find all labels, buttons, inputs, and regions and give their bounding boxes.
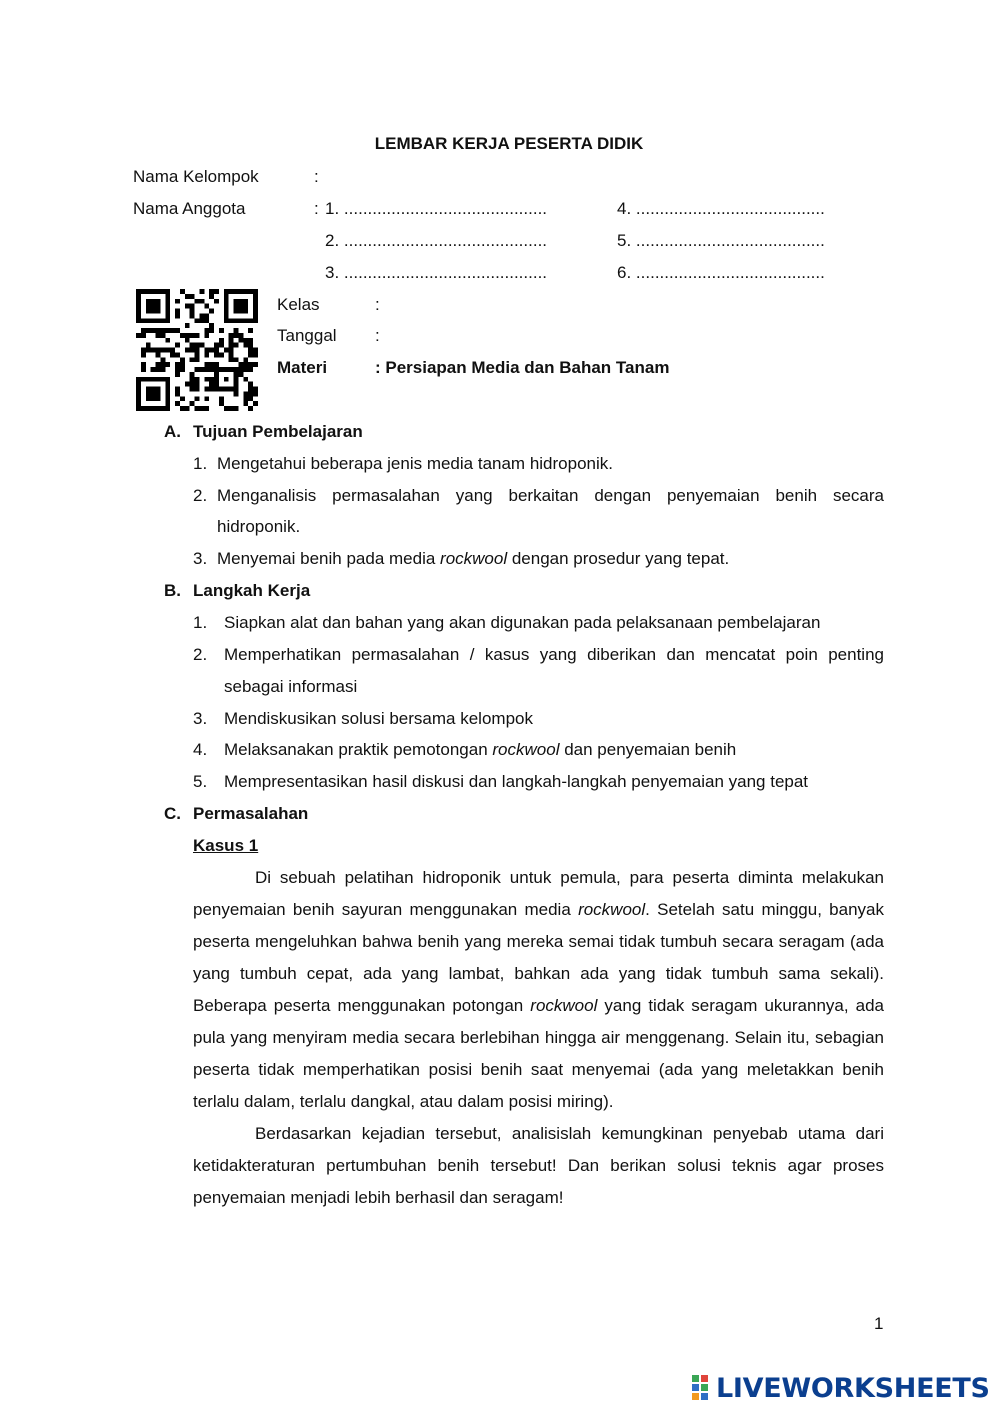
step-2-line1: Memperhatikan permasalahan / kasus yang diberikan dan mencatat poin penting (224, 645, 884, 664)
liveworksheets-brand-text: LIVEWORKSHEETS (716, 1372, 990, 1404)
page-title: LEMBAR KERJA PESERTA DIDIK (374, 134, 644, 153)
case-paragraph-2: Berdasarkan kejadian tersebut, analisislah kemungkinan penyebab utama dari ketidakteraturan pertumbuhan benih tersebut! Dan berikan solusi teknis agar proses penyemaian menjadi lebih berhasil dan seragam! (193, 1124, 884, 1207)
section-a-letter: A. (164, 422, 181, 441)
objective-1-number: 1. (193, 454, 208, 473)
member-number: 1. (325, 199, 340, 218)
tanggal-colon: : (375, 326, 380, 345)
section-c-heading: Permasalahan (193, 804, 309, 823)
materi-label: Materi (277, 358, 328, 377)
step-4-number: 4. (193, 740, 208, 759)
member-blank: ........................................ (635, 231, 825, 250)
case-title: Kasus 1 (193, 836, 259, 855)
member-blank: ........................................... (343, 199, 548, 218)
member-1[interactable] (325, 199, 547, 219)
tanggal-label: Tanggal (277, 326, 337, 345)
kelas-colon: : (375, 295, 380, 314)
step-5-text: Mempresentasikan hasil diskusi dan langkah-langkah penyemaian yang tepat (224, 772, 809, 791)
member-6[interactable] (617, 263, 825, 283)
nama-kelompok-colon: : (314, 167, 319, 186)
section-b-heading: Langkah Kerja (193, 581, 311, 600)
member-number: 3. (325, 263, 340, 282)
objective-2-number: 2. (193, 486, 208, 505)
member-blank: ........................................ (635, 263, 825, 282)
objective-3-number: 3. (193, 549, 208, 568)
member-number: 6. (617, 263, 632, 282)
step-2-line2: sebagai informasi (224, 677, 358, 696)
objective-3-text: Menyemai benih pada media rockwool dengan prosedur yang tepat. (217, 549, 730, 568)
materi-value: : Persiapan Media dan Bahan Tanam (375, 358, 670, 377)
step-3-number: 3. (193, 709, 208, 728)
page-number: 1 (874, 1314, 884, 1333)
section-a-heading: Tujuan Pembelajaran (193, 422, 363, 441)
step-4-text: Melaksanakan praktik pemotongan rockwool dan penyemaian benih (224, 740, 737, 759)
nama-anggota-label: Nama Anggota (133, 199, 246, 218)
member-number: 2. (325, 231, 340, 250)
member-number: 5. (617, 231, 632, 250)
nama-anggota-colon: : (314, 199, 319, 218)
qr-code-icon[interactable] (136, 289, 258, 411)
step-2-number: 2. (193, 645, 208, 664)
case-description (193, 862, 884, 1214)
member-blank: ........................................... (343, 263, 548, 282)
objective-1-text: Mengetahui beberapa jenis media tanam hidroponik. (217, 454, 613, 473)
section-b-letter: B. (164, 581, 181, 600)
section-c-letter: C. (164, 804, 181, 823)
liveworksheets-logo[interactable] (692, 1372, 990, 1404)
member-blank: ........................................... (343, 231, 548, 250)
member-number: 4. (617, 199, 632, 218)
member-3[interactable] (325, 263, 547, 283)
member-4[interactable] (617, 199, 825, 219)
nama-kelompok-label: Nama Kelompok (133, 167, 259, 186)
step-1-text: Siapkan alat dan bahan yang akan digunakan pada pelaksanaan pembelajaran (224, 613, 821, 632)
objective-2-line2: hidroponik. (217, 517, 301, 536)
objective-2-line1: Menganalisis permasalahan yang berkaitan dengan penyemaian benih secara (217, 486, 884, 505)
member-2[interactable] (325, 231, 547, 251)
member-blank: ........................................ (635, 199, 825, 218)
step-5-number: 5. (193, 772, 208, 791)
liveworksheets-logo-icon (692, 1375, 716, 1401)
kelas-label: Kelas (277, 295, 320, 314)
case-paragraph-1: Di sebuah pelatihan hidroponik untuk pemula, para peserta diminta melakukan penyemaian benih sayuran menggunakan media rockwool. Setelah satu minggu, banyak peserta mengeluhkan bahwa benih yang mereka semai tidak tumbuh secara seragam (ada yang tumbuh cepat, ada yang lambat, bahkan ada yang tidak tumbuh sama sekali). Beberapa peserta menggunakan potongan rockwool yang tidak seragam ukurannya, ada pula yang menyiram media secara berlebihan hingga air menggenang. Selain itu, sebagian peserta tidak memperhatikan posisi benih saat menyemai (ada yang meletakkan benih terlalu dalam, terlalu dangkal, atau dalam posisi miring). (193, 868, 885, 1111)
step-1-number: 1. (193, 613, 208, 632)
member-5[interactable] (617, 231, 825, 251)
step-3-text: Mendiskusikan solusi bersama kelompok (224, 709, 533, 728)
